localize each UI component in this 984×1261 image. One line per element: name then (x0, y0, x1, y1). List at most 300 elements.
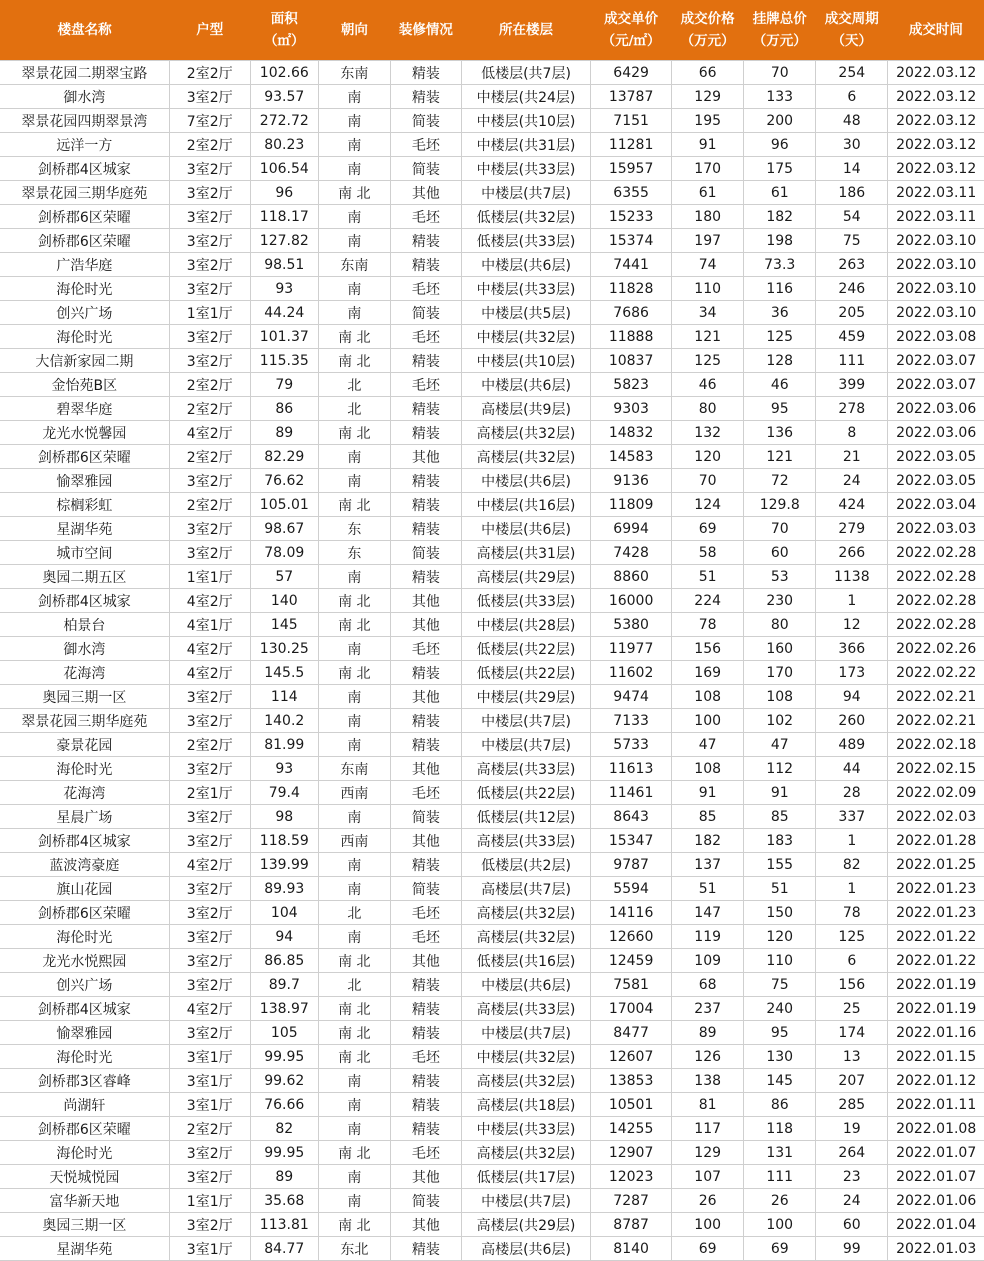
cell-deal-date: 2022.03.07 (888, 349, 984, 373)
cell-property-name: 剑桥郡4区城家 (0, 157, 169, 181)
cell-layout: 3室1厅 (169, 1093, 250, 1117)
header-label: 朝向 (340, 22, 368, 38)
cell-decoration: 精装 (390, 517, 461, 541)
cell-area: 106.54 (250, 157, 318, 181)
cell-unit-price: 14832 (591, 421, 672, 445)
cell-decoration: 毛坯 (390, 205, 461, 229)
cell-deal-cycle: 60 (816, 1213, 888, 1237)
cell-layout: 3室2厅 (169, 541, 250, 565)
cell-deal-date: 2022.01.07 (888, 1141, 984, 1165)
table-row (0, 373, 984, 397)
cell-orientation: 南 (318, 277, 390, 301)
cell-decoration: 精装 (390, 565, 461, 589)
cell-layout: 1室1厅 (169, 301, 250, 325)
cell-deal-cycle: 337 (816, 805, 888, 829)
cell-deal-price: 100 (672, 1213, 744, 1237)
cell-deal-price: 147 (672, 901, 744, 925)
cell-decoration: 毛坯 (390, 781, 461, 805)
cell-orientation: 西南 (318, 829, 390, 853)
cell-deal-price: 197 (672, 229, 744, 253)
cell-deal-cycle: 260 (816, 709, 888, 733)
cell-deal-date: 2022.02.03 (888, 805, 984, 829)
cell-deal-cycle: 174 (816, 1021, 888, 1045)
cell-property-name: 旗山花园 (0, 877, 169, 901)
cell-deal-date: 2022.02.28 (888, 613, 984, 637)
cell-area: 76.62 (250, 469, 318, 493)
cell-unit-price: 11888 (591, 325, 672, 349)
cell-orientation: 南 (318, 1117, 390, 1141)
cell-list-price: 108 (744, 685, 816, 709)
cell-decoration: 毛坯 (390, 277, 461, 301)
cell-deal-date: 2022.01.03 (888, 1237, 984, 1261)
cell-orientation: 南 (318, 733, 390, 757)
cell-unit-price: 12907 (591, 1141, 672, 1165)
cell-deal-cycle: 366 (816, 637, 888, 661)
cell-decoration: 精装 (390, 421, 461, 445)
header-col-area (250, 0, 318, 61)
cell-unit-price: 12660 (591, 925, 672, 949)
cell-layout: 3室2厅 (169, 973, 250, 997)
cell-deal-cycle: 125 (816, 925, 888, 949)
cell-list-price: 182 (744, 205, 816, 229)
cell-layout: 3室2厅 (169, 877, 250, 901)
cell-decoration: 其他 (390, 613, 461, 637)
cell-list-price: 170 (744, 661, 816, 685)
table-header (0, 0, 984, 61)
cell-deal-cycle: 25 (816, 997, 888, 1021)
cell-list-price: 200 (744, 109, 816, 133)
cell-decoration: 其他 (390, 445, 461, 469)
cell-deal-price: 58 (672, 541, 744, 565)
table-row (0, 469, 984, 493)
cell-list-price: 111 (744, 1165, 816, 1189)
cell-orientation: 南 北 (318, 1021, 390, 1045)
cell-floor: 高楼层(共9层) (461, 397, 590, 421)
cell-list-price: 198 (744, 229, 816, 253)
cell-deal-cycle: 12 (816, 613, 888, 637)
header-col-list-price (744, 0, 816, 61)
cell-orientation: 南 北 (318, 949, 390, 973)
cell-list-price: 100 (744, 1213, 816, 1237)
cell-deal-cycle: 279 (816, 517, 888, 541)
cell-layout: 2室2厅 (169, 61, 250, 85)
cell-deal-cycle: 94 (816, 685, 888, 709)
cell-layout: 3室2厅 (169, 805, 250, 829)
cell-decoration: 其他 (390, 757, 461, 781)
cell-deal-price: 89 (672, 1021, 744, 1045)
cell-orientation: 南 (318, 877, 390, 901)
cell-area: 89.7 (250, 973, 318, 997)
cell-property-name: 剑桥郡6区荣曜 (0, 205, 169, 229)
cell-floor: 低楼层(共33层) (461, 589, 590, 613)
cell-property-name: 海伦时光 (0, 757, 169, 781)
header-label: 成交价格 (680, 11, 735, 27)
cell-property-name: 星湖华苑 (0, 517, 169, 541)
cell-area: 79 (250, 373, 318, 397)
cell-deal-price: 124 (672, 493, 744, 517)
table-row (0, 397, 984, 421)
cell-property-name: 御水湾 (0, 637, 169, 661)
cell-deal-date: 2022.03.11 (888, 181, 984, 205)
cell-layout: 3室2厅 (169, 469, 250, 493)
cell-deal-price: 69 (672, 1237, 744, 1261)
cell-unit-price: 11602 (591, 661, 672, 685)
cell-area: 99.95 (250, 1045, 318, 1069)
cell-property-name: 花海湾 (0, 781, 169, 805)
cell-orientation: 南 北 (318, 661, 390, 685)
cell-decoration: 精装 (390, 997, 461, 1021)
cell-layout: 3室2厅 (169, 901, 250, 925)
cell-floor: 低楼层(共17层) (461, 1165, 590, 1189)
table-row (0, 157, 984, 181)
cell-unit-price: 14583 (591, 445, 672, 469)
table-row (0, 1141, 984, 1165)
cell-orientation: 南 (318, 925, 390, 949)
header-col-deal-cycle (816, 0, 888, 61)
cell-property-name: 天悦城悦园 (0, 1165, 169, 1189)
cell-decoration: 精装 (390, 397, 461, 421)
cell-decoration: 精装 (390, 1237, 461, 1261)
cell-deal-cycle: 263 (816, 253, 888, 277)
cell-deal-price: 46 (672, 373, 744, 397)
cell-property-name: 奥园三期一区 (0, 1213, 169, 1237)
cell-unit-price: 8643 (591, 805, 672, 829)
table-row (0, 109, 984, 133)
table-row (0, 589, 984, 613)
cell-deal-date: 2022.02.21 (888, 709, 984, 733)
cell-deal-cycle: 278 (816, 397, 888, 421)
table-row (0, 853, 984, 877)
cell-list-price: 129.8 (744, 493, 816, 517)
cell-list-price: 86 (744, 1093, 816, 1117)
cell-deal-date: 2022.02.21 (888, 685, 984, 709)
header-col-decoration (390, 0, 461, 61)
cell-layout: 2室2厅 (169, 397, 250, 421)
cell-area: 113.81 (250, 1213, 318, 1237)
cell-decoration: 简装 (390, 805, 461, 829)
cell-area: 140 (250, 589, 318, 613)
cell-deal-price: 78 (672, 613, 744, 637)
cell-orientation: 南 (318, 685, 390, 709)
cell-area: 93.57 (250, 85, 318, 109)
table-row (0, 445, 984, 469)
cell-deal-date: 2022.03.06 (888, 397, 984, 421)
cell-unit-price: 8860 (591, 565, 672, 589)
table-row (0, 253, 984, 277)
cell-decoration: 其他 (390, 949, 461, 973)
cell-orientation: 东北 (318, 1237, 390, 1261)
cell-decoration: 简装 (390, 541, 461, 565)
table-row (0, 205, 984, 229)
cell-list-price: 53 (744, 565, 816, 589)
cell-deal-cycle: 44 (816, 757, 888, 781)
cell-unit-price: 7287 (591, 1189, 672, 1213)
cell-deal-cycle: 78 (816, 901, 888, 925)
cell-deal-cycle: 30 (816, 133, 888, 157)
cell-orientation: 东南 (318, 61, 390, 85)
cell-decoration: 毛坯 (390, 373, 461, 397)
cell-unit-price: 5594 (591, 877, 672, 901)
cell-deal-cycle: 424 (816, 493, 888, 517)
cell-decoration: 其他 (390, 685, 461, 709)
cell-deal-cycle: 23 (816, 1165, 888, 1189)
header-col-orientation (318, 0, 390, 61)
cell-unit-price: 9136 (591, 469, 672, 493)
cell-decoration: 其他 (390, 1213, 461, 1237)
cell-deal-date: 2022.03.11 (888, 205, 984, 229)
cell-floor: 中楼层(共33层) (461, 1117, 590, 1141)
header-label: 装修情况 (398, 22, 453, 38)
cell-deal-price: 117 (672, 1117, 744, 1141)
cell-property-name: 剑桥郡4区城家 (0, 997, 169, 1021)
cell-list-price: 155 (744, 853, 816, 877)
cell-floor: 高楼层(共7层) (461, 877, 590, 901)
table-row (0, 421, 984, 445)
cell-orientation: 北 (318, 901, 390, 925)
cell-list-price: 120 (744, 925, 816, 949)
cell-layout: 4室2厅 (169, 853, 250, 877)
cell-list-price: 175 (744, 157, 816, 181)
cell-deal-date: 2022.03.07 (888, 373, 984, 397)
cell-deal-cycle: 21 (816, 445, 888, 469)
cell-deal-date: 2022.03.12 (888, 109, 984, 133)
cell-orientation: 东南 (318, 253, 390, 277)
cell-deal-price: 91 (672, 133, 744, 157)
cell-unit-price: 10837 (591, 349, 672, 373)
cell-unit-price: 6355 (591, 181, 672, 205)
cell-unit-price: 11828 (591, 277, 672, 301)
cell-list-price: 125 (744, 325, 816, 349)
cell-decoration: 毛坯 (390, 1141, 461, 1165)
cell-floor: 中楼层(共31层) (461, 133, 590, 157)
cell-deal-price: 91 (672, 781, 744, 805)
cell-floor: 中楼层(共7层) (461, 181, 590, 205)
cell-decoration: 精装 (390, 709, 461, 733)
cell-floor: 中楼层(共6层) (461, 373, 590, 397)
cell-deal-cycle: 54 (816, 205, 888, 229)
cell-layout: 3室2厅 (169, 949, 250, 973)
cell-deal-date: 2022.03.08 (888, 325, 984, 349)
cell-unit-price: 6429 (591, 61, 672, 85)
cell-layout: 3室2厅 (169, 253, 250, 277)
cell-area: 139.99 (250, 853, 318, 877)
cell-decoration: 简装 (390, 1189, 461, 1213)
cell-deal-cycle: 246 (816, 277, 888, 301)
cell-list-price: 230 (744, 589, 816, 613)
cell-area: 118.59 (250, 829, 318, 853)
cell-list-price: 60 (744, 541, 816, 565)
header-unit: （万元） (680, 33, 735, 49)
header-label: 成交周期 (824, 11, 879, 27)
cell-unit-price: 12607 (591, 1045, 672, 1069)
cell-floor: 高楼层(共29层) (461, 1213, 590, 1237)
cell-deal-cycle: 6 (816, 949, 888, 973)
cell-decoration: 精装 (390, 229, 461, 253)
cell-unit-price: 5380 (591, 613, 672, 637)
cell-decoration: 精装 (390, 661, 461, 685)
cell-unit-price: 8140 (591, 1237, 672, 1261)
cell-deal-cycle: 14 (816, 157, 888, 181)
cell-deal-date: 2022.01.15 (888, 1045, 984, 1069)
cell-deal-cycle: 186 (816, 181, 888, 205)
cell-orientation: 南 北 (318, 1141, 390, 1165)
table-row (0, 229, 984, 253)
cell-layout: 2室2厅 (169, 733, 250, 757)
cell-floor: 低楼层(共7层) (461, 61, 590, 85)
cell-unit-price: 9303 (591, 397, 672, 421)
cell-deal-date: 2022.03.03 (888, 517, 984, 541)
header-label: 楼盘名称 (57, 22, 112, 38)
table-row (0, 61, 984, 85)
cell-layout: 3室2厅 (169, 1165, 250, 1189)
cell-deal-cycle: 285 (816, 1093, 888, 1117)
table-row (0, 997, 984, 1021)
cell-layout: 3室2厅 (169, 1141, 250, 1165)
cell-deal-date: 2022.03.05 (888, 469, 984, 493)
cell-area: 44.24 (250, 301, 318, 325)
cell-layout: 2室2厅 (169, 1117, 250, 1141)
cell-area: 130.25 (250, 637, 318, 661)
cell-property-name: 愉翠雅园 (0, 1021, 169, 1045)
cell-area: 115.35 (250, 349, 318, 373)
cell-decoration: 精装 (390, 61, 461, 85)
cell-deal-date: 2022.03.10 (888, 301, 984, 325)
cell-property-name: 龙光水悦熙园 (0, 949, 169, 973)
cell-floor: 中楼层(共6层) (461, 973, 590, 997)
table-row (0, 349, 984, 373)
cell-unit-price: 15347 (591, 829, 672, 853)
cell-orientation: 南 (318, 805, 390, 829)
cell-floor: 低楼层(共16层) (461, 949, 590, 973)
cell-deal-price: 237 (672, 997, 744, 1021)
cell-orientation: 南 (318, 205, 390, 229)
cell-list-price: 72 (744, 469, 816, 493)
cell-deal-price: 34 (672, 301, 744, 325)
cell-floor: 中楼层(共33层) (461, 277, 590, 301)
cell-unit-price: 5733 (591, 733, 672, 757)
cell-layout: 2室2厅 (169, 493, 250, 517)
cell-deal-date: 2022.03.12 (888, 61, 984, 85)
cell-list-price: 80 (744, 613, 816, 637)
cell-list-price: 61 (744, 181, 816, 205)
header-unit: （㎡） (264, 33, 305, 49)
cell-property-name: 奥园三期一区 (0, 685, 169, 709)
table-row (0, 1237, 984, 1261)
header-col-deal-date (888, 0, 984, 61)
cell-unit-price: 7441 (591, 253, 672, 277)
cell-deal-date: 2022.02.09 (888, 781, 984, 805)
cell-list-price: 69 (744, 1237, 816, 1261)
cell-deal-price: 170 (672, 157, 744, 181)
cell-unit-price: 12023 (591, 1165, 672, 1189)
cell-deal-price: 80 (672, 397, 744, 421)
cell-list-price: 70 (744, 61, 816, 85)
cell-decoration: 精装 (390, 469, 461, 493)
cell-deal-date: 2022.01.11 (888, 1093, 984, 1117)
cell-deal-price: 81 (672, 1093, 744, 1117)
cell-list-price: 136 (744, 421, 816, 445)
cell-decoration: 毛坯 (390, 1045, 461, 1069)
cell-area: 82 (250, 1117, 318, 1141)
cell-deal-price: 68 (672, 973, 744, 997)
cell-area: 79.4 (250, 781, 318, 805)
table-row (0, 541, 984, 565)
cell-floor: 高楼层(共33层) (461, 997, 590, 1021)
cell-orientation: 南 北 (318, 613, 390, 637)
table-row (0, 973, 984, 997)
header-label: 成交时间 (908, 22, 963, 38)
table-row (0, 493, 984, 517)
cell-layout: 4室1厅 (169, 613, 250, 637)
cell-unit-price: 5823 (591, 373, 672, 397)
cell-deal-date: 2022.02.28 (888, 541, 984, 565)
cell-deal-cycle: 99 (816, 1237, 888, 1261)
cell-deal-date: 2022.01.23 (888, 877, 984, 901)
cell-property-name: 创兴广场 (0, 301, 169, 325)
cell-floor: 中楼层(共7层) (461, 733, 590, 757)
cell-deal-price: 180 (672, 205, 744, 229)
cell-area: 94 (250, 925, 318, 949)
cell-orientation: 北 (318, 373, 390, 397)
cell-unit-price: 15957 (591, 157, 672, 181)
cell-layout: 3室2厅 (169, 349, 250, 373)
table-row (0, 1117, 984, 1141)
cell-deal-cycle: 264 (816, 1141, 888, 1165)
cell-area: 114 (250, 685, 318, 709)
cell-property-name: 蓝波湾豪庭 (0, 853, 169, 877)
cell-unit-price: 15233 (591, 205, 672, 229)
cell-property-name: 翠景花园四期翠景湾 (0, 109, 169, 133)
table-row (0, 325, 984, 349)
cell-decoration: 毛坯 (390, 925, 461, 949)
cell-deal-cycle: 75 (816, 229, 888, 253)
cell-property-name: 海伦时光 (0, 1141, 169, 1165)
cell-floor: 低楼层(共2层) (461, 853, 590, 877)
cell-area: 140.2 (250, 709, 318, 733)
cell-layout: 3室2厅 (169, 277, 250, 301)
cell-layout: 3室2厅 (169, 229, 250, 253)
cell-area: 118.17 (250, 205, 318, 229)
cell-decoration: 简装 (390, 109, 461, 133)
cell-deal-cycle: 205 (816, 301, 888, 325)
cell-unit-price: 11809 (591, 493, 672, 517)
cell-deal-price: 107 (672, 1165, 744, 1189)
table-row (0, 805, 984, 829)
cell-orientation: 南 (318, 709, 390, 733)
table-row (0, 829, 984, 853)
table-row (0, 949, 984, 973)
cell-orientation: 东 (318, 517, 390, 541)
cell-orientation: 南 (318, 565, 390, 589)
cell-deal-cycle: 1 (816, 877, 888, 901)
cell-deal-price: 182 (672, 829, 744, 853)
header-col-layout (169, 0, 250, 61)
cell-decoration: 其他 (390, 1165, 461, 1189)
cell-deal-date: 2022.01.22 (888, 949, 984, 973)
cell-list-price: 183 (744, 829, 816, 853)
cell-orientation: 南 北 (318, 181, 390, 205)
cell-property-name: 大信新家园二期 (0, 349, 169, 373)
cell-deal-price: 47 (672, 733, 744, 757)
cell-floor: 中楼层(共29层) (461, 685, 590, 709)
cell-deal-date: 2022.03.12 (888, 157, 984, 181)
cell-area: 86 (250, 397, 318, 421)
cell-property-name: 花海湾 (0, 661, 169, 685)
cell-floor: 低楼层(共22层) (461, 781, 590, 805)
cell-orientation: 南 (318, 109, 390, 133)
cell-orientation: 南 北 (318, 493, 390, 517)
cell-area: 101.37 (250, 325, 318, 349)
